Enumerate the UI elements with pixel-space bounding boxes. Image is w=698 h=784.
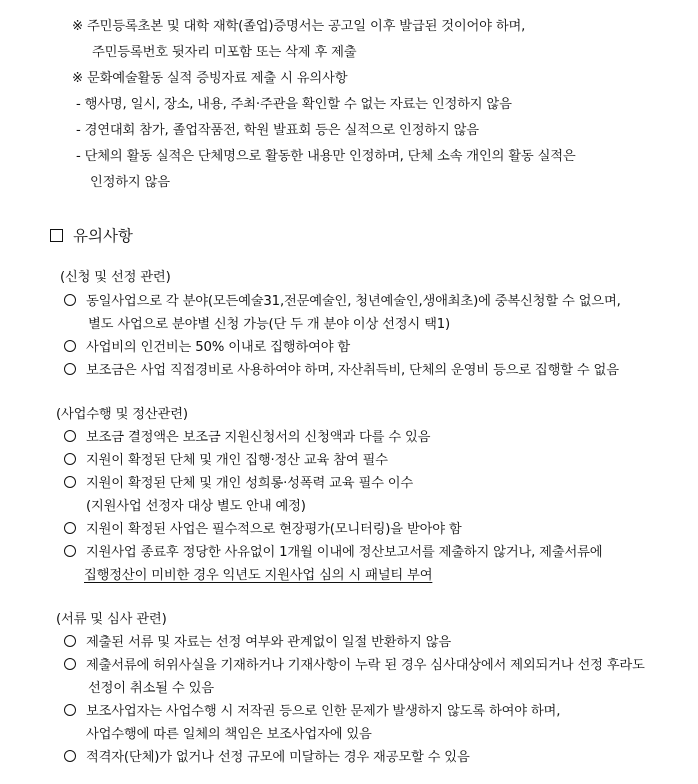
circle-bullet-icon [64,340,76,352]
circle-bullet-icon [64,363,76,375]
section-heading [50,225,133,247]
sec1-item-2: 사업비의 인건비는 50% 이내로 집행하여야 함 [64,338,350,358]
note-item-event-info: - 행사명, 일시, 장소, 내용, 주최·주관을 확인할 수 없는 자료는 인정하지 않음 [76,97,512,112]
note-item-group-activity: - 단체의 활동 실적은 단체명으로 활동한 내용만 인정하며, 단체 소속 개인의 활동 실적은 [76,149,576,164]
note-resident-registration-cont: 주민등록번호 뒷자리 미포함 또는 삭제 후 제출 [92,45,357,60]
circle-bullet-icon [64,704,76,716]
sec3-item-4: 적격자(단체)가 없거나 선정 규모에 미달하는 경우 재공모할 수 있음 [64,748,470,768]
sec3-item-1: 제출된 서류 및 자료는 선정 여부와 관계없이 일절 반환하지 않음 [64,633,451,653]
sec3-item-3-cont: 사업수행에 따른 일체의 책임은 보조사업자에 있음 [86,727,372,742]
note-item-group-activity-cont: 인정하지 않음 [90,175,170,190]
circle-bullet-icon [64,430,76,442]
note-arts-evidence: ※ 문화예술활동 실적 증빙자료 제출 시 유의사항 [72,71,348,86]
circle-bullet-icon [64,453,76,465]
sec2-item-5-cont: 집행정산이 미비한 경우 익년도 지원사업 심의 시 패널티 부여 [84,568,433,583]
sec2-title: (사업수행 및 정산관련) [56,407,188,422]
circle-bullet-icon [64,658,76,670]
sec1-item-3: 보조금은 사업 직접경비로 사용하여야 하며, 자산취득비, 단체의 운영비 등으로 집행할 수 없음 [64,361,619,381]
note-item-contest: - 경연대회 참가, 졸업작품전, 학원 발표회 등은 실적으로 인정하지 않음 [76,123,479,138]
sec3-title: (서류 및 심사 관련) [56,612,167,627]
circle-bullet-icon [64,294,76,306]
sec2-item-5: 지원사업 종료후 정당한 사유없이 1개월 이내에 정산보고서를 제출하지 않거나, 제출서류에 [64,543,602,563]
sec2-item-1: 보조금 결정액은 보조금 지원신청서의 신청액과 다를 수 있음 [64,428,430,448]
sec1-title: (신청 및 선정 관련) [60,270,171,285]
sec3-item-2: 제출서류에 허위사실을 기재하거나 기재사항이 누락 된 경우 심사대상에서 제외되거나 선정 후라도 [64,656,645,676]
checkbox-square-icon [50,229,63,242]
sec1-item-1-cont: 별도 사업으로 분야별 신청 가능(단 두 개 분야 이상 선정시 택1) [88,317,450,332]
sec2-item-2: 지원이 확정된 단체 및 개인 집행·정산 교육 참여 필수 [64,451,388,471]
circle-bullet-icon [64,522,76,534]
circle-bullet-icon [64,750,76,762]
sec3-item-2-cont: 선정이 취소될 수 있음 [88,681,214,696]
circle-bullet-icon [64,476,76,488]
sec2-item-4: 지원이 확정된 사업은 필수적으로 현장평가(모니터링)을 받아야 함 [64,520,462,540]
circle-bullet-icon [64,635,76,647]
note-resident-registration: ※ 주민등록초본 및 대학 재학(졸업)증명서는 공고일 이후 발급된 것이어야 하며, [72,19,526,34]
section-heading-text: 유의사항 [73,227,133,245]
sec1-item-1: 동일사업으로 각 분야(모든예술31,전문예술인, 청년예술인,생애최초)에 중복신청할 수 없으며, [64,292,621,312]
sec2-item-3: 지원이 확정된 단체 및 개인 성희롱·성폭력 교육 필수 이수 [64,474,413,494]
sec2-item-3-cont: (지원사업 선정자 대상 별도 안내 예정) [86,499,306,514]
circle-bullet-icon [64,545,76,557]
sec3-item-3: 보조사업자는 사업수행 시 저작권 등으로 인한 문제가 발생하지 않도록 하여야 하며, [64,702,560,722]
